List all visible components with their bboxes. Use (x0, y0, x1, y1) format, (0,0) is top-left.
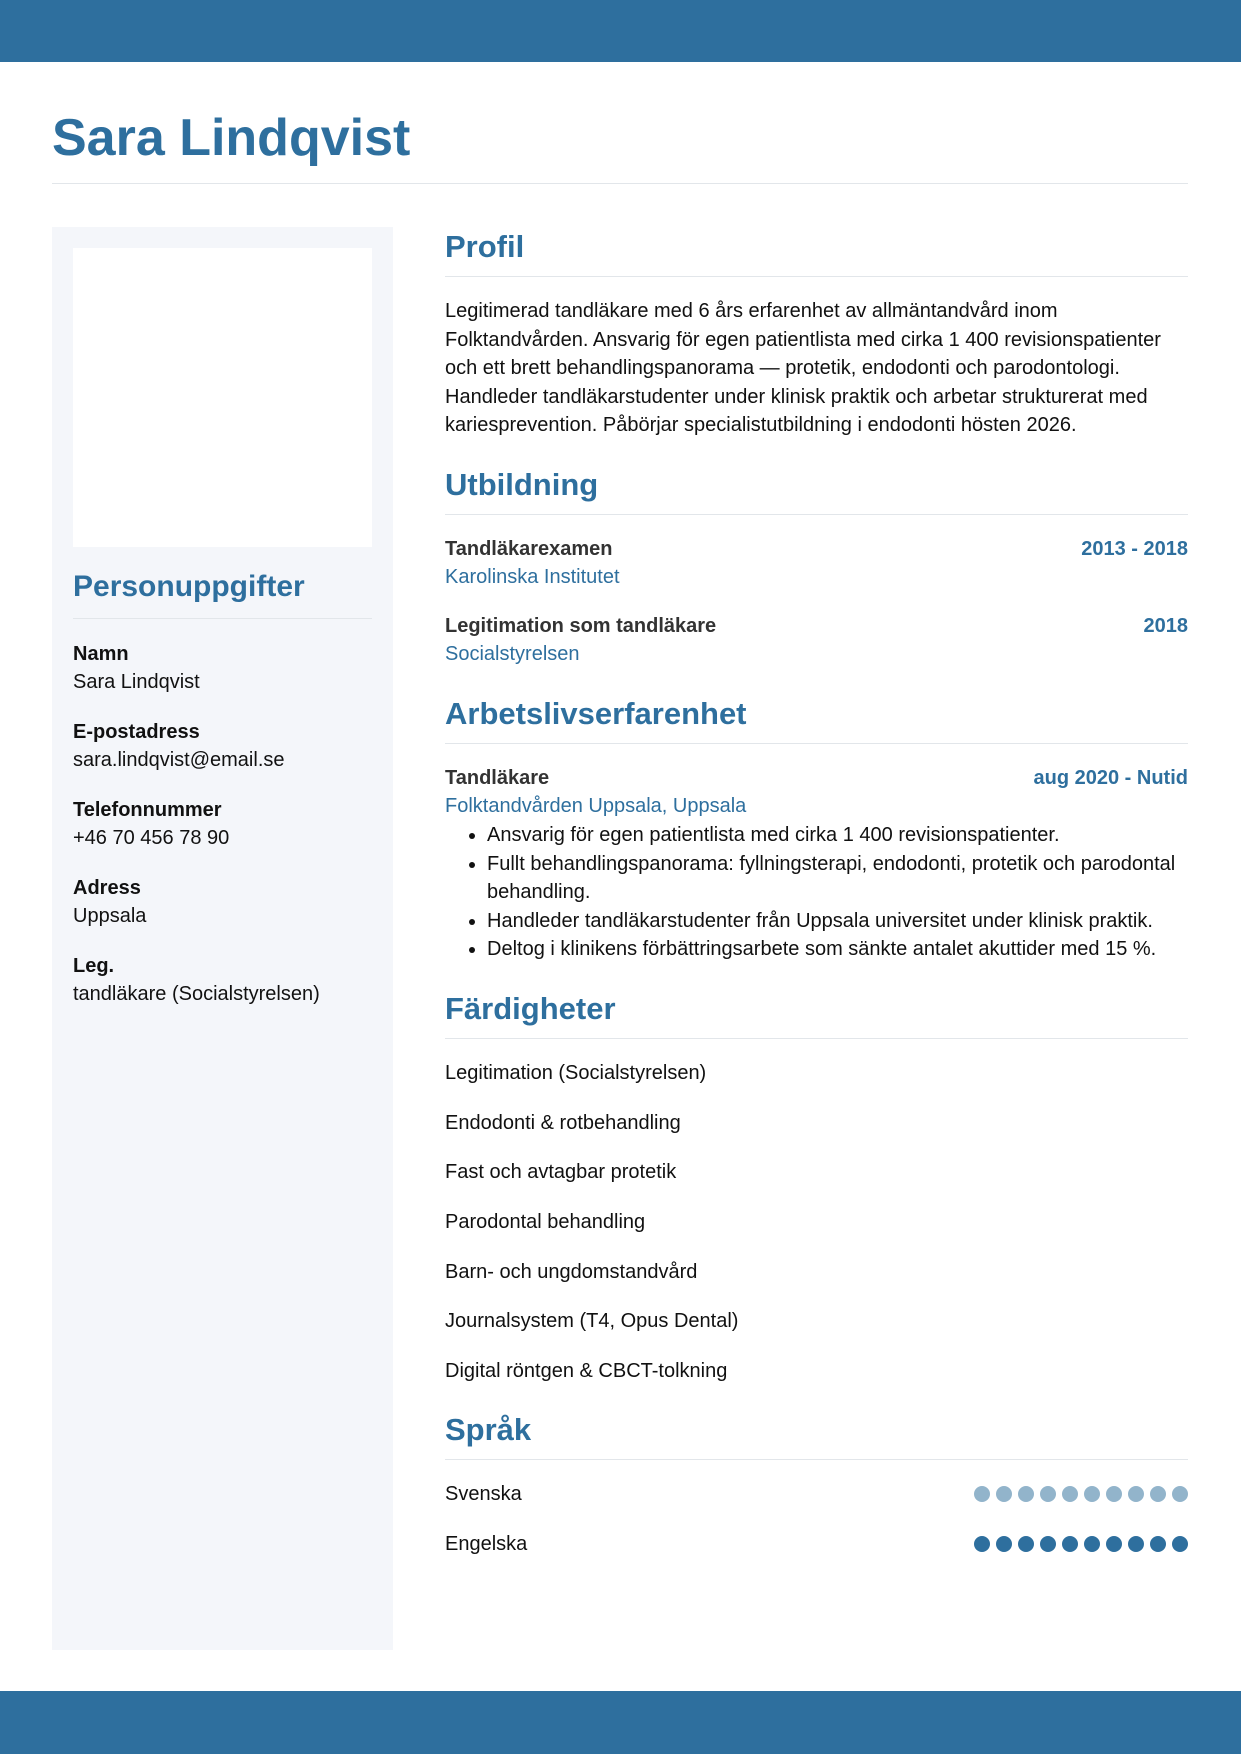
experience-heading: Arbetslivserfarenhet (445, 695, 747, 731)
bottom-banner (0, 1691, 1241, 1754)
level-dot (1018, 1486, 1034, 1502)
level-dot (1172, 1486, 1188, 1502)
skill-item: Legitimation (Socialstyrelsen) (445, 1061, 707, 1084)
education-heading: Utbildning (445, 466, 599, 502)
field-label: Leg. (73, 955, 115, 977)
skill-item: Digital röntgen & CBCT-tolkning (445, 1360, 728, 1383)
section-divider (445, 743, 1188, 744)
main-content (445, 224, 1188, 1580)
personal-info-list (73, 640, 372, 1030)
page-title: Sara Lindqvist (52, 109, 411, 167)
entry-title: Legitimation som tandläkare (445, 614, 717, 637)
entry-organization: Karolinska Institutet (445, 565, 620, 588)
level-dot (1106, 1486, 1122, 1502)
field-label: Namn (73, 643, 129, 665)
profile-heading: Profil (445, 229, 525, 264)
entry-organization: Folktandvården Uppsala, Uppsala (445, 794, 747, 817)
languages-heading: Språk (445, 1412, 532, 1448)
field-label: E-postadress (73, 721, 200, 743)
field-label: Adress (73, 877, 141, 899)
field-label: Telefonnummer (73, 799, 222, 821)
entry-date: 2013 - 2018 (1081, 537, 1188, 560)
section-divider (445, 276, 1188, 277)
skill-item: Journalsystem (T4, Opus Dental) (445, 1310, 739, 1333)
profile-text: Legitimerad tandläkare med 6 års erfarenhet av allmäntandvård inom Folktandvården. Ansvarig för egen patientlista med cirka 1 400 revisionspatienter och ett brett behandlingspanorama — protetik, endodonti och parodontologi. Handleder tandläkarstudenter under klinisk praktik och arbetar strukturerat med kariesprevention. Påbörjar specialistutbildning i endodonti hösten 2026. (445, 300, 1161, 437)
skill-item: Parodontal behandling (445, 1211, 646, 1233)
education-entry (445, 535, 1188, 592)
field-value: tandläkare (Socialstyrelsen) (73, 983, 320, 1005)
bullet-item: • Ansvarig för egen patientlista med cirka 1 400 revisionspatienter. (487, 821, 1188, 850)
sidebar (52, 227, 393, 1650)
experience-entry (445, 764, 1188, 964)
title-divider (52, 183, 1188, 184)
top-banner (0, 0, 1241, 62)
bullet-item: • Deltog i klinikens förbättringsarbete som sänkte antalet akuttider med 15 %. (487, 935, 1188, 964)
entry-title: Tandläkare (445, 766, 550, 789)
personal-info-heading: Personuppgifter (73, 570, 305, 603)
entry-date: 2018 (1143, 614, 1188, 637)
education-section (445, 462, 1188, 669)
field-license (73, 952, 372, 1008)
section-divider (445, 1459, 1188, 1460)
level-dot (1150, 1486, 1166, 1502)
skills-heading: Färdigheter (445, 990, 616, 1026)
language-row-swedish (445, 1480, 1188, 1508)
field-value: Sara Lindqvist (73, 671, 200, 693)
experience-section (445, 691, 1188, 964)
section-divider (445, 1038, 1188, 1039)
field-value: +46 70 456 78 90 (73, 827, 230, 849)
level-dot (1128, 1536, 1144, 1552)
language-row-english (445, 1530, 1188, 1558)
bullet-item: • Fullt behandlingspanorama: fyllningsterapi, endodonti, protetik och parodontal behandling. (487, 850, 1188, 907)
profile-section (445, 224, 1188, 440)
level-dot (1062, 1486, 1078, 1502)
entry-title: Tandläkarexamen (445, 537, 613, 560)
field-email (73, 718, 372, 774)
entry-organization: Socialstyrelsen (445, 642, 580, 665)
language-level-dots (974, 1486, 1188, 1502)
level-dot (974, 1486, 990, 1502)
field-value: sara.lindqvist@email.se (73, 749, 285, 771)
personal-info-divider (73, 618, 372, 619)
level-dot (1018, 1536, 1034, 1552)
level-dot (1062, 1536, 1078, 1552)
skill-item: Endodonti & rotbehandling (445, 1111, 681, 1134)
level-dot (1040, 1486, 1056, 1502)
level-dot (1128, 1486, 1144, 1502)
level-dot (1040, 1536, 1056, 1552)
language-name: Svenska (445, 1483, 522, 1506)
level-dot (1172, 1536, 1188, 1552)
level-dot (1150, 1536, 1166, 1552)
field-address (73, 874, 372, 930)
level-dot (996, 1536, 1012, 1552)
education-entry (445, 612, 1188, 669)
skills-section (445, 986, 1188, 1385)
experience-bullets (445, 821, 1188, 964)
skill-item: Barn- och ungdomstandvård (445, 1260, 698, 1283)
field-value: Uppsala (73, 905, 147, 927)
field-phone (73, 796, 372, 852)
language-level-dots (974, 1536, 1188, 1552)
field-name (73, 640, 372, 696)
entry-date: aug 2020 - Nutid (1033, 766, 1188, 789)
language-name: Engelska (445, 1532, 528, 1555)
bullet-item: • Handleder tandläkarstudenter från Uppsala universitet under klinisk praktik. (487, 907, 1188, 936)
skill-item: Fast och avtagbar protetik (445, 1161, 677, 1184)
level-dot (1106, 1536, 1122, 1552)
languages-section (445, 1407, 1188, 1558)
section-divider (445, 514, 1188, 515)
level-dot (974, 1536, 990, 1552)
level-dot (1084, 1536, 1100, 1552)
level-dot (1084, 1486, 1100, 1502)
level-dot (996, 1486, 1012, 1502)
profile-photo-placeholder (73, 248, 372, 547)
